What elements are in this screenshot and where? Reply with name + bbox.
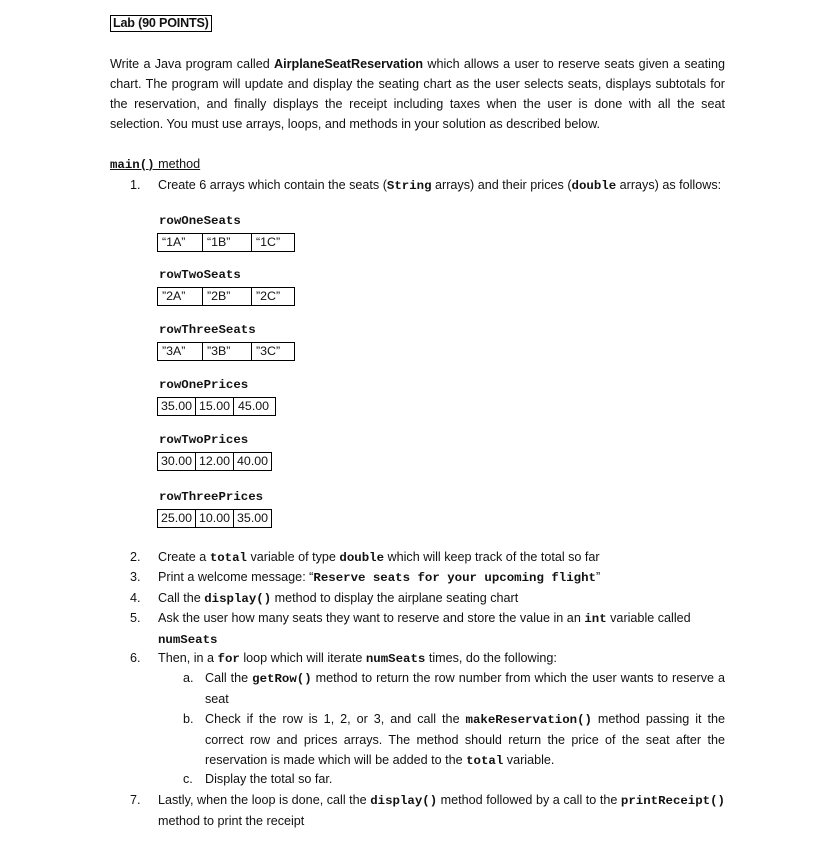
array-label-row-one-seats: rowOneSeats: [159, 214, 241, 228]
step-text: times, do the following:: [425, 651, 557, 665]
array-label-row-two-prices: rowTwoPrices: [159, 433, 249, 447]
code-int: int: [584, 612, 607, 626]
step-text: variable called: [606, 611, 691, 625]
step-number: 2.: [130, 550, 141, 564]
array-row-one-prices: [157, 397, 276, 416]
step-text: variable of type: [247, 550, 340, 564]
array-cell: “1A”: [158, 234, 203, 252]
code-printreceipt: printReceipt(): [620, 794, 725, 808]
array-cell: ”2C”: [252, 288, 295, 306]
step-text: method to print the receipt: [158, 814, 305, 828]
substep-letter: b.: [183, 712, 194, 726]
step-text: Then, in a: [158, 651, 218, 665]
code-makereservation: makeReservation(): [465, 713, 592, 727]
code-string: String: [386, 179, 432, 193]
array-row-two-prices: [157, 452, 272, 471]
code-welcome-message: Reserve seats for your upcoming flight: [313, 571, 596, 585]
main-method-label: method: [154, 157, 201, 171]
array-row-two-seats: [157, 287, 295, 306]
step-text: method to display the airplane seating chart: [271, 591, 519, 605]
step-text: arrays) as follows:: [616, 178, 722, 192]
step-number: 1.: [130, 178, 141, 192]
array-row-three-prices: [157, 509, 272, 528]
code-double: double: [571, 179, 617, 193]
step-text: which will keep track of the total so far: [384, 550, 600, 564]
step-text: Call the: [205, 671, 253, 685]
array-row-one-seats: [157, 233, 295, 252]
step-text: Check if the row is 1, 2, or 3, and call the: [205, 712, 466, 726]
array-cell: “1B”: [203, 234, 252, 252]
step-text: arrays) and their prices (: [431, 178, 572, 192]
program-name: AirplaneSeatReservation: [274, 57, 424, 71]
main-method-heading: [110, 154, 200, 175]
step-text: loop which will iterate: [239, 651, 366, 665]
code-numseats: numSeats: [158, 633, 218, 647]
array-cell: 30.00: [158, 453, 196, 471]
substep-letter: a.: [183, 671, 194, 685]
array-cell: 12.00: [196, 453, 234, 471]
array-row-three-seats: [157, 342, 295, 361]
array-cell: ”3B”: [203, 343, 252, 361]
code-double: double: [339, 551, 385, 565]
array-label-row-one-prices: rowOnePrices: [159, 378, 249, 392]
step-text: Display the total so far.: [205, 772, 333, 786]
step-text: method passing it the correct row and prices arrays. The method should return the price of the seat after the reservation is made which will be added to the: [205, 712, 725, 767]
intro-paragraph: [110, 54, 725, 134]
code-for: for: [217, 652, 240, 666]
step-text: method followed by a call to the: [437, 793, 621, 807]
intro-text-rest: which allows a user to reserve seats given a seating chart. The program will update and display the seating chart as the user selects seats, displays subtotals for the reservation, and finally displays the receipt including taxes when the user is done with all the seat selection. You must use arrays, loops, and methods in your solution as described below.: [110, 57, 725, 131]
array-label-row-three-seats: rowThreeSeats: [159, 323, 256, 337]
array-cell: 45.00: [234, 398, 276, 416]
array-cell: 35.00: [158, 398, 196, 416]
array-label-row-two-seats: rowTwoSeats: [159, 268, 241, 282]
step-text: Create a: [158, 550, 210, 564]
array-cell: ”2A”: [158, 288, 203, 306]
step-text: Create 6 arrays which contain the seats (: [158, 178, 387, 192]
array-cell: ”2B”: [203, 288, 252, 306]
step-text: Call the: [158, 591, 205, 605]
array-cell: 25.00: [158, 510, 196, 528]
step-text: variable.: [503, 753, 555, 767]
lab-title: Lab (90 POINTS): [110, 15, 212, 32]
substep-letter: c.: [183, 772, 193, 786]
code-total: total: [466, 754, 504, 768]
step-number: 3.: [130, 570, 141, 584]
array-cell: 10.00: [196, 510, 234, 528]
array-cell: 40.00: [234, 453, 272, 471]
step-text: Print a welcome message: “: [158, 570, 314, 584]
code-total: total: [209, 551, 247, 565]
array-cell: ”3C”: [252, 343, 295, 361]
intro-text-start: Write a Java program called: [110, 57, 274, 71]
step-number: 5.: [130, 611, 141, 625]
array-cell: 35.00: [234, 510, 272, 528]
code-display: display(): [204, 592, 272, 606]
code-display: display(): [370, 794, 438, 808]
main-method-code: main(): [110, 158, 155, 172]
step-number: 4.: [130, 591, 141, 605]
step-text: ”: [595, 570, 601, 584]
step-number: 6.: [130, 651, 141, 665]
code-getrow: getRow(): [252, 672, 312, 686]
step-text: method to return the row number from which the user wants to reserve a seat: [205, 671, 725, 706]
step-text: Ask the user how many seats they want to reserve and store the value in an: [158, 611, 585, 625]
step-number: 7.: [130, 793, 141, 807]
array-cell: “1C”: [252, 234, 295, 252]
array-cell: ”3A”: [158, 343, 203, 361]
array-cell: 15.00: [196, 398, 234, 416]
code-numseats: numSeats: [365, 652, 426, 666]
step-text: Lastly, when the loop is done, call the: [158, 793, 371, 807]
array-label-row-three-prices: rowThreePrices: [159, 490, 264, 504]
